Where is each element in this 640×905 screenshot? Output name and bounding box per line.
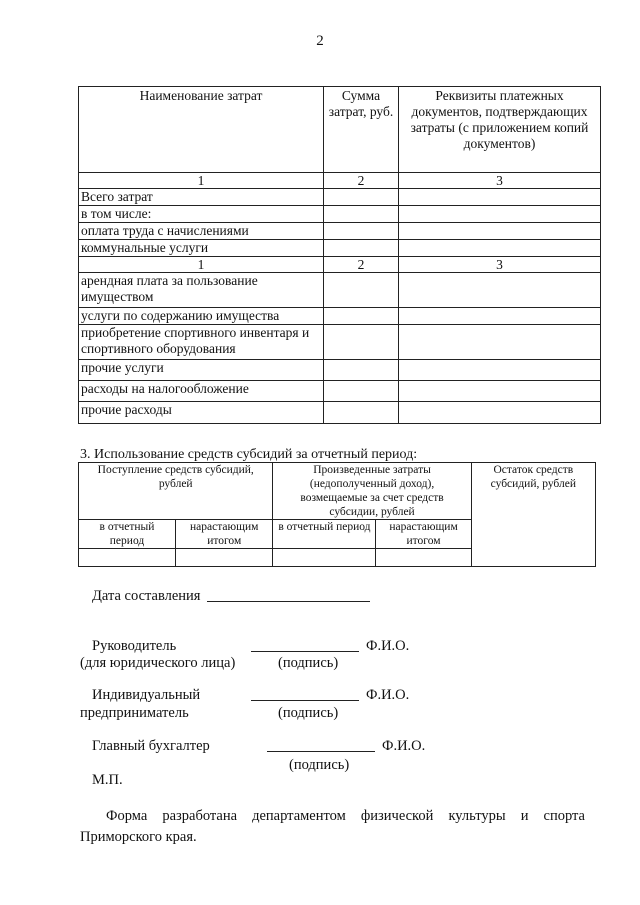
docs-cell[interactable]	[399, 381, 601, 402]
sum-cell[interactable]	[324, 273, 399, 308]
column-number: 1	[79, 257, 324, 273]
row-label: прочие услуги	[79, 360, 324, 381]
table-row	[79, 325, 601, 360]
table-row	[79, 223, 601, 240]
page-number: 2	[316, 33, 324, 49]
accountant-label: Главный бухгалтер	[92, 738, 210, 754]
subheader-period: в отчетный период	[79, 520, 176, 549]
docs-cell[interactable]	[399, 240, 601, 257]
stamp-label: М.П.	[92, 772, 123, 788]
accountant-signature-hint: (подпись)	[289, 757, 350, 773]
header-cost-name: Наименование затрат	[79, 87, 324, 173]
docs-cell[interactable]	[399, 189, 601, 206]
header-payment-docs: Реквизиты платежных документов, подтверждающих затраты (с приложением копий документов)	[399, 87, 601, 173]
table-row	[79, 381, 601, 402]
table-row	[79, 189, 601, 206]
costs-table	[78, 86, 601, 424]
head-signature-line[interactable]	[251, 650, 359, 652]
row-label: Всего затрат	[79, 189, 324, 206]
docs-cell[interactable]	[399, 325, 601, 360]
column-number-row	[79, 257, 601, 273]
subheader-period: в отчетный период	[273, 520, 376, 549]
column-number-row	[79, 173, 601, 189]
header-expenses: Произведенные затраты (недополученный доход), возмещаемые за счет средств субсидии, рублей	[273, 463, 471, 520]
ip-signature-hint: (подпись)	[278, 705, 339, 721]
docs-cell[interactable]	[399, 206, 601, 223]
docs-cell[interactable]	[399, 402, 601, 424]
accountant-fio: Ф.И.О.	[382, 738, 426, 754]
head-fio: Ф.И.О.	[366, 638, 410, 654]
table-row	[79, 402, 601, 424]
date-line[interactable]	[207, 600, 370, 602]
row-label: расходы на налогообложение	[79, 381, 324, 402]
sum-cell[interactable]	[324, 402, 399, 424]
row-label: приобретение спортивного инвентаря и спортивного оборудования	[79, 325, 324, 360]
column-number: 2	[324, 173, 399, 189]
footer-line-1: Форма разработана департаментом физической культуры и спорта	[106, 808, 585, 824]
footer-note	[80, 806, 585, 848]
sum-cell[interactable]	[324, 223, 399, 240]
sum-cell[interactable]	[324, 240, 399, 257]
header-receipts: Поступление средств субсидий, рублей	[79, 463, 273, 520]
sum-cell[interactable]	[324, 360, 399, 381]
docs-cell[interactable]	[399, 360, 601, 381]
row-label: в том числе:	[79, 206, 324, 223]
column-number: 3	[399, 173, 601, 189]
footer-line-2: Приморского края.	[80, 829, 197, 845]
sum-cell[interactable]	[324, 325, 399, 360]
row-label: оплата труда с начислениями	[79, 223, 324, 240]
subheader-cumulative: нарастающим итогом	[176, 520, 273, 549]
column-number: 2	[324, 257, 399, 273]
header-cost-sum: Сумма затрат, руб.	[324, 87, 399, 173]
section3-title: 3. Использование средств субсидий за отчетный период:	[80, 447, 418, 462]
sum-cell[interactable]	[324, 308, 399, 325]
value-cell[interactable]	[176, 549, 273, 567]
row-label: арендная плата за пользование имуществом	[79, 273, 324, 308]
ip-label: Индивидуальный	[92, 687, 201, 703]
row-label: услуги по содержанию имущества	[79, 308, 324, 325]
docs-cell[interactable]	[399, 223, 601, 240]
docs-cell[interactable]	[399, 308, 601, 325]
head-sublabel: (для юридического лица)	[80, 655, 236, 671]
subheader-cumulative: нарастающим итогом	[376, 520, 471, 549]
table-row	[79, 206, 601, 223]
table-row	[79, 360, 601, 381]
value-cell[interactable]	[79, 549, 176, 567]
value-cell[interactable]	[273, 549, 376, 567]
sum-cell[interactable]	[324, 381, 399, 402]
row-label: прочие расходы	[79, 402, 324, 424]
ip-signature-line[interactable]	[251, 699, 359, 701]
docs-cell[interactable]	[399, 273, 601, 308]
column-number: 3	[399, 257, 601, 273]
header-balance: Остаток средств субсидий, рублей	[471, 463, 595, 567]
head-signature-hint: (подпись)	[278, 655, 339, 671]
subsidies-table	[78, 462, 596, 567]
table-row	[79, 273, 601, 308]
row-label: коммунальные услуги	[79, 240, 324, 257]
sum-cell[interactable]	[324, 189, 399, 206]
table-row	[79, 240, 601, 257]
table-row	[79, 308, 601, 325]
sum-cell[interactable]	[324, 206, 399, 223]
table-header-row	[79, 463, 596, 520]
ip-fio: Ф.И.О.	[366, 687, 410, 703]
column-number: 1	[79, 173, 324, 189]
ip-label-2: предприниматель	[80, 705, 189, 721]
table-header-row	[79, 87, 601, 173]
value-cell[interactable]	[376, 549, 471, 567]
head-label: Руководитель	[92, 638, 177, 654]
date-label: Дата составления	[92, 588, 201, 604]
accountant-signature-line[interactable]	[267, 750, 375, 752]
